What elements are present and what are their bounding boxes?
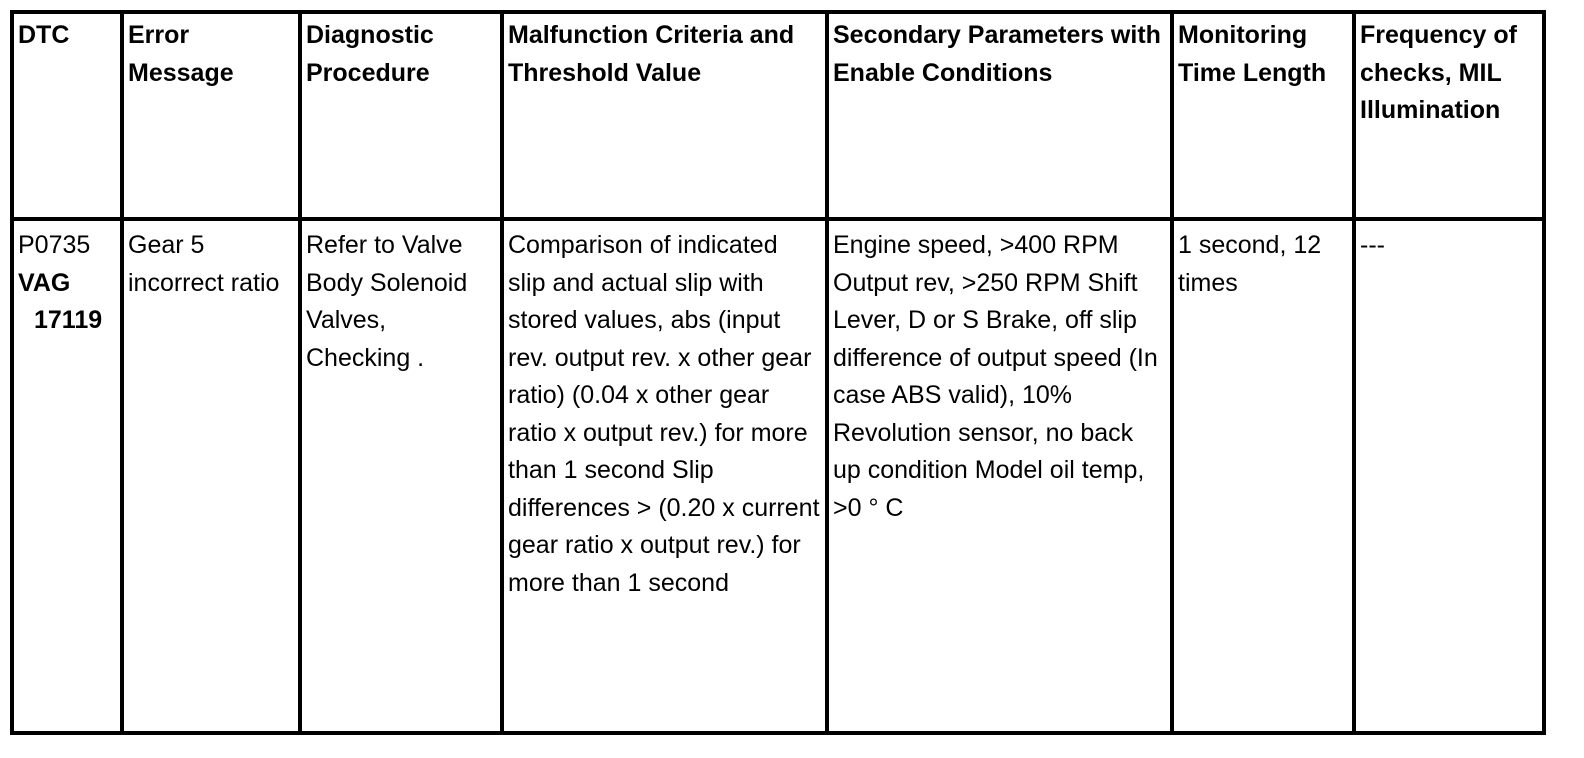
cell-malfunction-criteria: Comparison of indicated slip and actual slip with stored values, abs (input rev. output rev. x other gear ratio) (0.04 x other gear ratio x output rev.) for more than 1 second Slip differences > (0.20 x current gear ratio x output rev.) for more than 1 second (502, 219, 827, 733)
header-diagnostic-procedure: Diagnostic Procedure (300, 12, 502, 219)
table-row (12, 219, 1544, 733)
header-monitoring-time: Monitoring Time Length (1172, 12, 1354, 219)
cell-diagnostic-procedure: Refer to Valve Body Solenoid Valves, Checking . (300, 219, 502, 733)
header-row (12, 12, 1544, 219)
vag-label: VAG (18, 268, 71, 297)
cell-frequency-mil: --- (1354, 219, 1544, 733)
cell-monitoring-time: 1 second, 12 times (1172, 219, 1354, 733)
header-error-message: Error Message (122, 12, 300, 219)
vag-number: 17119 (34, 306, 103, 334)
cell-secondary-parameters: Engine speed, >400 RPM Output rev, >250 RPM Shift Lever, D or S Brake, off slip difference of output speed (In case ABS valid), 10% Revolution sensor, no back up condition Model oil temp, >0 ° C (827, 219, 1172, 733)
header-frequency-mil: Frequency of checks, MIL Illumination (1354, 12, 1544, 219)
cell-dtc (12, 219, 122, 733)
header-malfunction-criteria: Malfunction Criteria and Threshold Value (502, 12, 827, 219)
dtc-table (10, 10, 1546, 735)
header-dtc: DTC (12, 12, 122, 219)
cell-error-message: Gear 5 incorrect ratio (122, 219, 300, 733)
dtc-code: P0735 (18, 231, 91, 259)
header-secondary-parameters: Secondary Parameters with Enable Conditions (827, 12, 1172, 219)
